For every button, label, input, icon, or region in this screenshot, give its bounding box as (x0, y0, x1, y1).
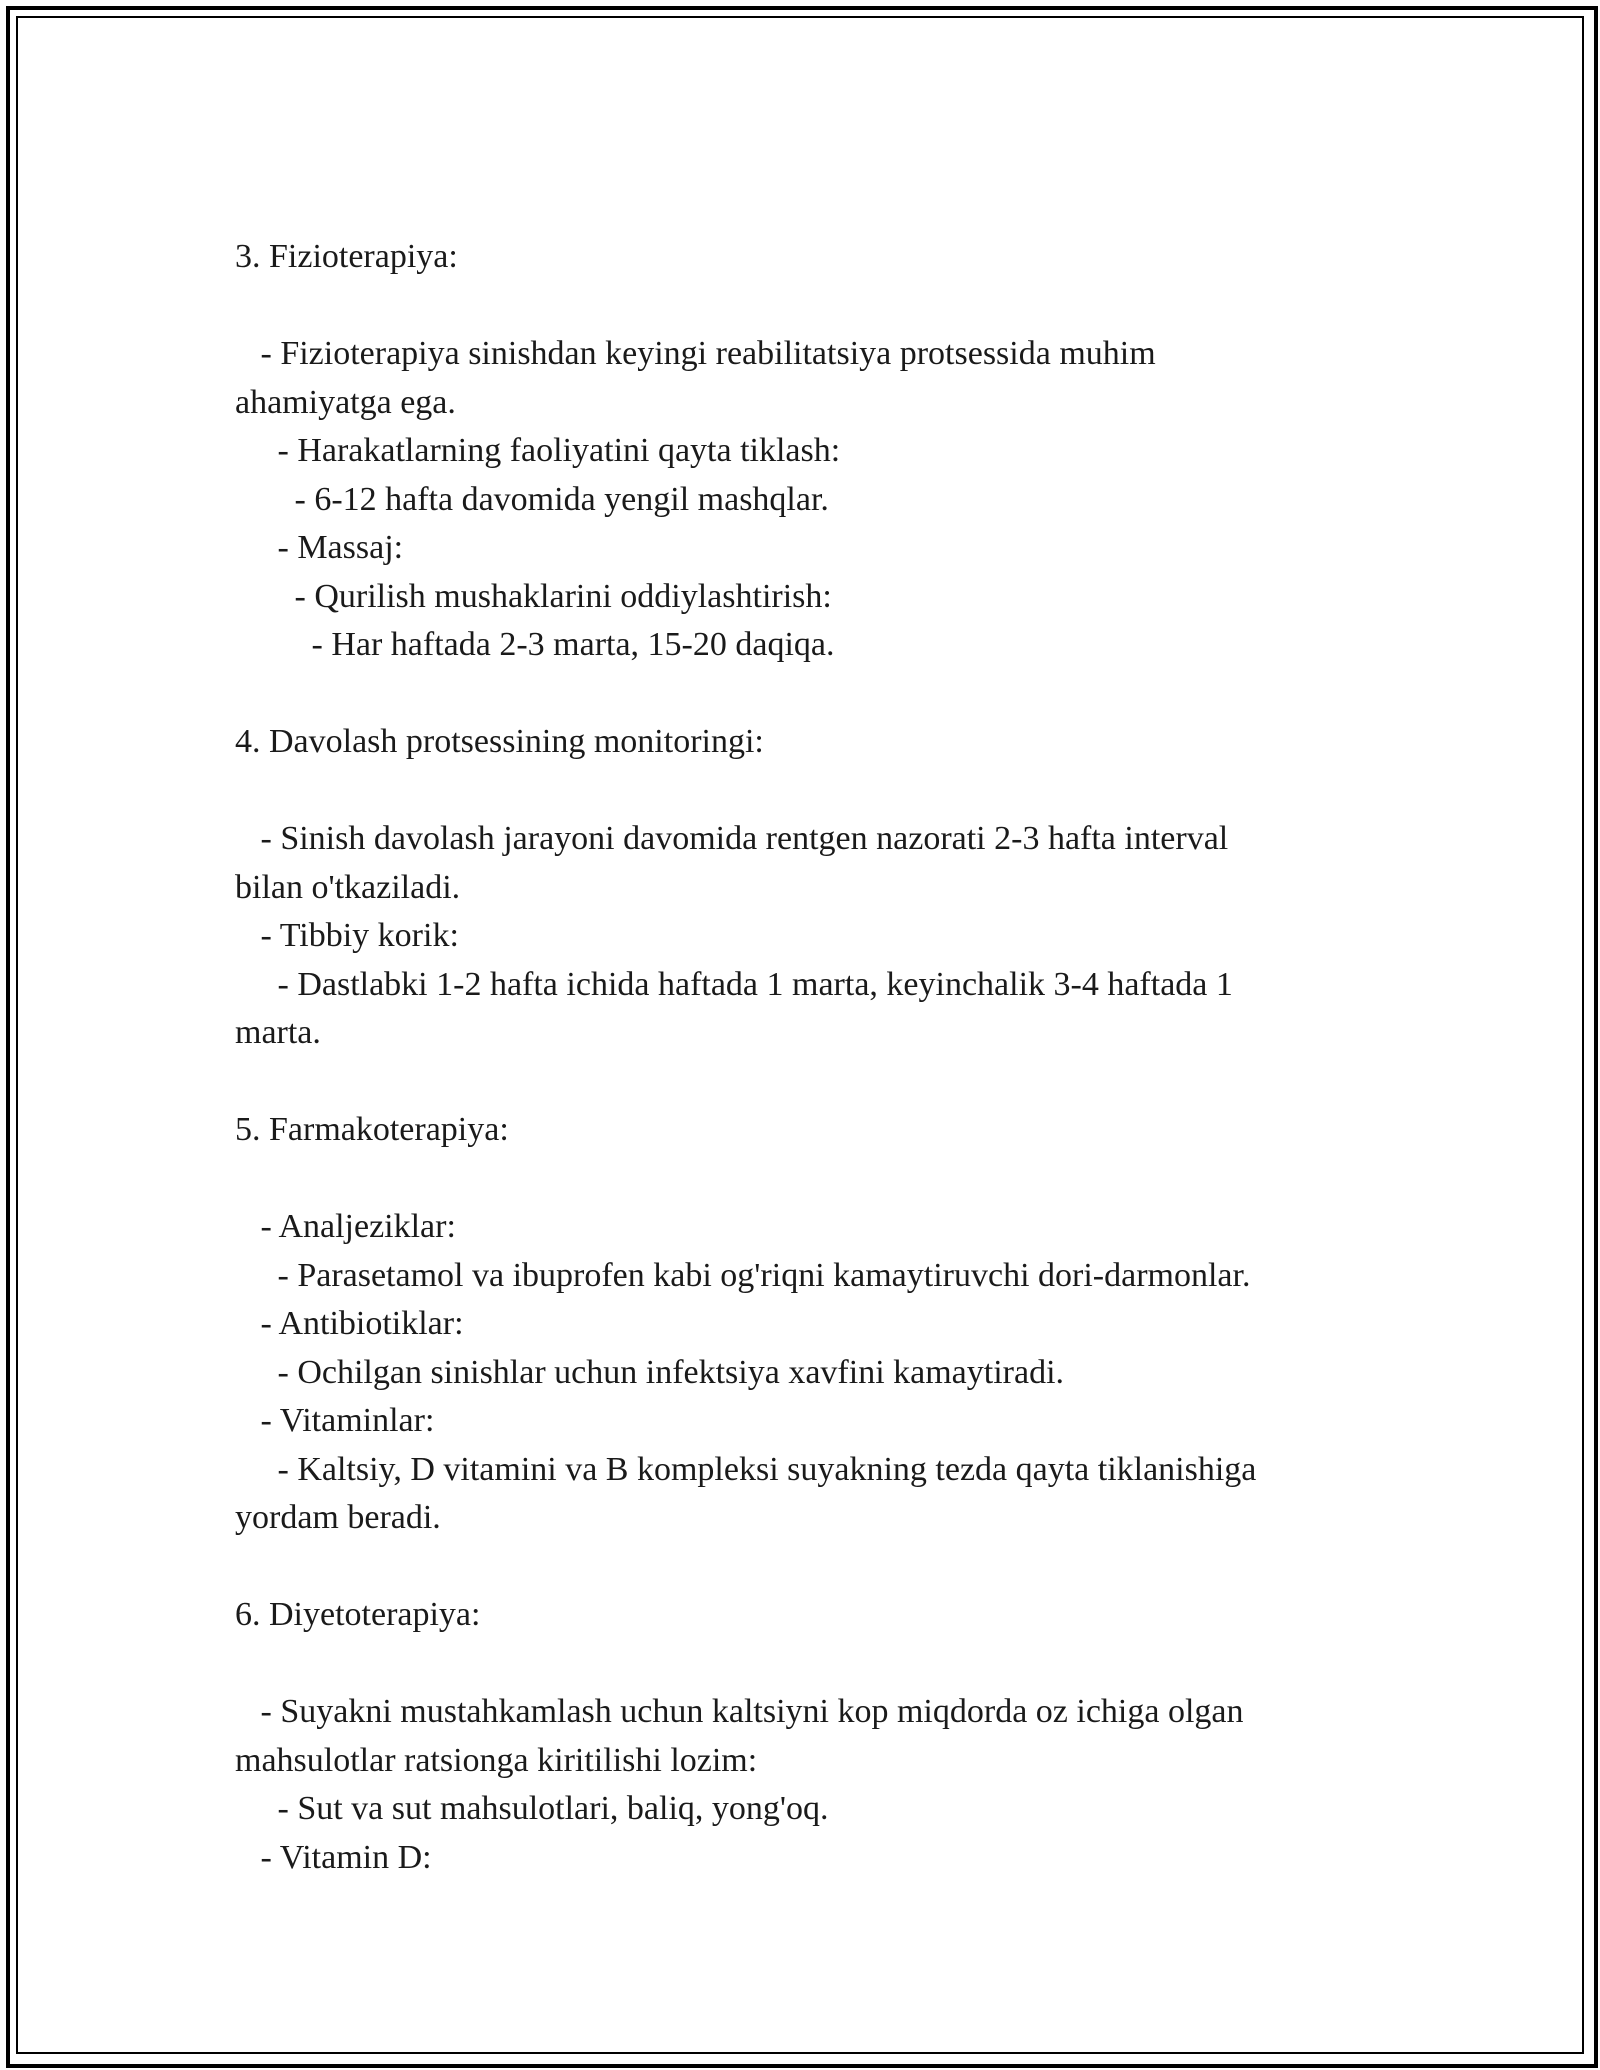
text-line: - Harakatlarning faoliyatini qayta tiklash: (235, 432, 841, 469)
text-line: mahsulotlar ratsionga kiritilishi lozim: (235, 1741, 758, 1779)
text-line: - Massaj: (235, 529, 404, 566)
text-line: - Vitaminlar: (235, 1402, 435, 1439)
blank-line (235, 1640, 1355, 1689)
text-line: ahamiyatga ega. (235, 383, 456, 421)
blank-line (235, 1155, 1355, 1204)
blank-line (235, 1543, 1355, 1592)
text-line: - Suyakni mustahkamlash uchun kaltsiyni kop miqdorda oz ichiga olgan (235, 1693, 1244, 1730)
text-line: - Ochilgan sinishlar uchun infektsiya xavfini kamaytiradi. (235, 1353, 1065, 1391)
text-line: marta. (235, 1014, 321, 1051)
text-line: - Sut va sut mahsulotlari, baliq, yong'oq. (235, 1790, 829, 1827)
blank-line (235, 767, 1355, 816)
text-line: - 6-12 hafta davomida yengil mashqlar. (235, 480, 829, 518)
blank-line (235, 282, 1355, 331)
section-heading-farmakoterapiya: 5. Farmakoterapiya: (235, 1111, 509, 1148)
document-body (235, 233, 1355, 1882)
section-heading-fizioterapiya: 3. Fizioterapiya: (235, 238, 458, 275)
text-line: - Tibbiy korik: (235, 917, 459, 954)
text-line: - Fizioterapiya sinishdan keyingi reabilitatsiya protsessida muhim (235, 335, 1156, 372)
text-line: - Vitamin D: (235, 1838, 432, 1876)
blank-line (235, 670, 1355, 719)
text-line: yordam beradi. (235, 1499, 441, 1536)
text-line: bilan o'tkaziladi. (235, 868, 461, 906)
text-line: - Qurilish mushaklarini oddiylashtirish: (235, 577, 832, 615)
blank-line (235, 1058, 1355, 1107)
text-line: - Kaltsiy, D vitamini va B kompleksi suyakning tezda qayta tiklanishiga (235, 1450, 1257, 1488)
text-line: - Har haftada 2-3 marta, 15-20 daqiqa. (235, 626, 835, 663)
section-heading-diyetoterapiya: 6. Diyetoterapiya: (235, 1596, 481, 1633)
section-heading-monitoring: 4. Davolash protsessining monitoringi: (235, 723, 764, 760)
text-line: - Parasetamol va ibuprofen kabi og'riqni kamaytiruvchi dori-darmonlar. (235, 1256, 1251, 1294)
text-line: - Analjeziklar: (235, 1208, 456, 1245)
text-line: - Sinish davolash jarayoni davomida rentgen nazorati 2-3 hafta interval (235, 820, 1229, 857)
text-line: - Dastlabki 1-2 hafta ichida haftada 1 marta, keyinchalik 3-4 haftada 1 (235, 965, 1233, 1003)
text-line: - Antibiotiklar: (235, 1305, 464, 1342)
